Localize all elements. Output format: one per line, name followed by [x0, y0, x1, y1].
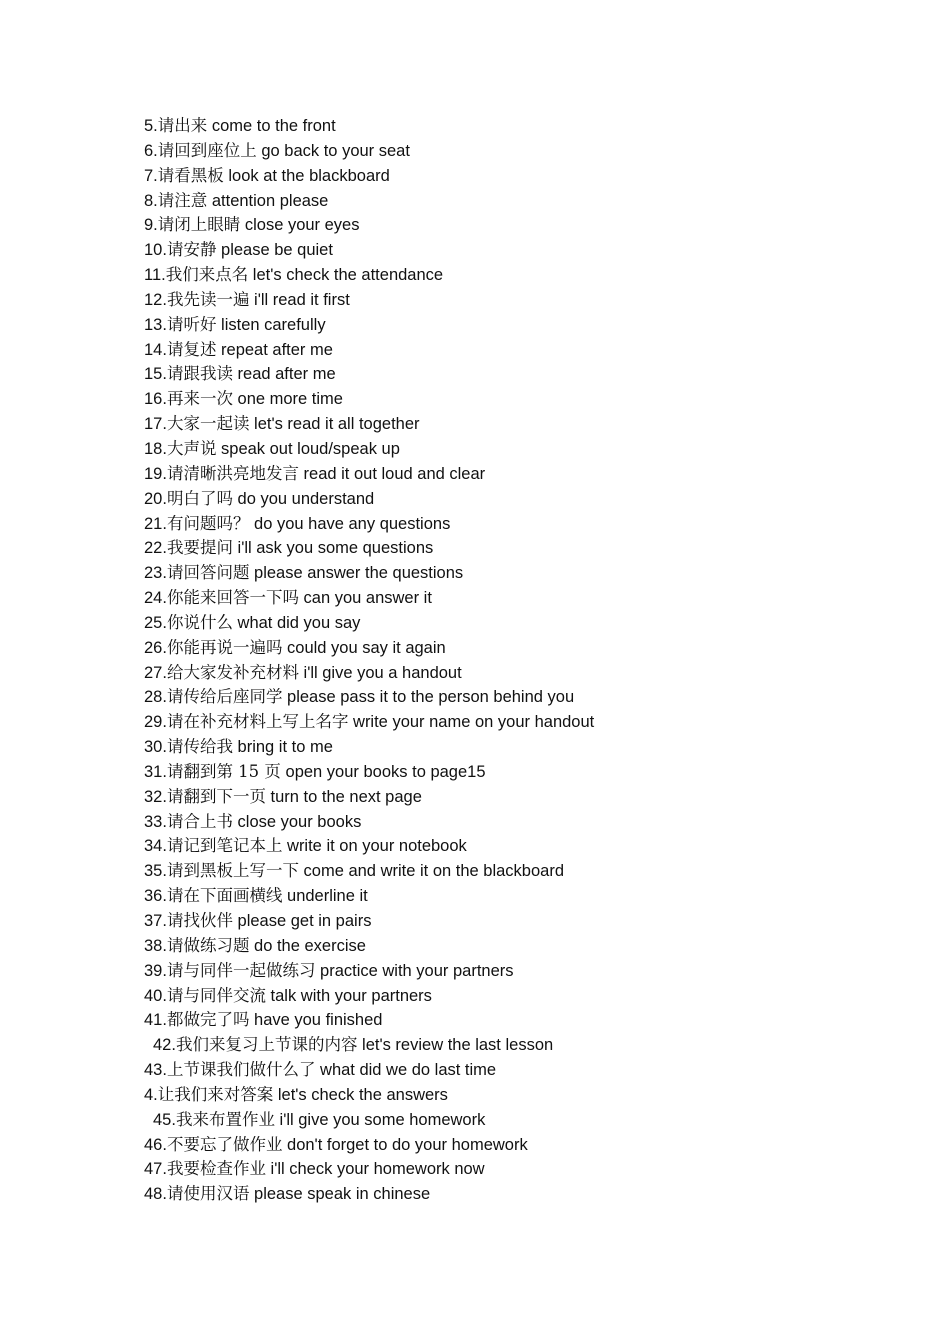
phrase-chinese: 大家一起读: [166, 414, 250, 434]
phrase-chinese: 不要忘了做作业: [166, 1134, 283, 1154]
phrase-line: [144, 810, 904, 835]
phrase-line: [144, 412, 904, 437]
phrase-number: 17.: [144, 415, 167, 434]
phrase-english: let's check the attendance: [248, 266, 444, 285]
phrase-english: talk with your partners: [265, 986, 432, 1005]
phrase-line: [144, 288, 904, 313]
phrase-number: 11.: [144, 266, 166, 285]
phrase-english: i'll read it first: [249, 290, 350, 309]
phrase-chinese: 请出来: [157, 116, 208, 135]
phrase-line: [144, 934, 904, 959]
phrase-line: [144, 164, 904, 189]
phrase-chinese: 请回到座位上: [157, 140, 257, 160]
phrase-english: please answer the questions: [249, 564, 464, 583]
phrase-line: [144, 487, 904, 512]
phrase-chinese: 请复述: [166, 339, 217, 359]
phrase-chinese: 请闭上眼睛: [157, 215, 241, 235]
phrase-number: 12.: [144, 290, 167, 309]
phrase-chinese: 请在补充材料上写上名字: [166, 712, 349, 732]
phrase-line: [144, 536, 904, 561]
phrase-line: [144, 586, 904, 611]
phrase-chinese: 请到黑板上写一下: [166, 861, 299, 881]
phrase-number: 10.: [144, 241, 167, 260]
phrase-english: repeat after me: [216, 340, 333, 359]
phrase-chinese: 请翻到第 15 页: [166, 761, 281, 781]
phrase-chinese: 我来布置作业: [175, 1109, 275, 1129]
phrase-english: let's check the answers: [273, 1085, 448, 1104]
phrase-english: have you finished: [249, 1011, 383, 1030]
phrase-line: [144, 189, 904, 214]
phrase-english: i'll ask you some questions: [232, 539, 434, 558]
phrase-line: [144, 611, 904, 636]
phrase-chinese: 请清晰洪亮地发言: [166, 463, 299, 483]
phrase-number: 4.: [144, 1085, 158, 1104]
phrase-chinese: 你能来回答一下吗: [166, 588, 299, 608]
phrase-chinese: 再来一次: [166, 389, 233, 409]
phrase-english: close your eyes: [240, 216, 360, 235]
phrase-number: 24.: [144, 589, 167, 608]
phrase-number: 26.: [144, 638, 167, 657]
phrase-number: 39.: [144, 961, 167, 980]
phrase-line: [144, 834, 904, 859]
phrase-line: [144, 735, 904, 760]
phrase-english: what did we do last time: [315, 1061, 497, 1080]
phrase-number: 21.: [144, 514, 167, 533]
phrase-number: 45.: [153, 1110, 176, 1129]
phrase-english: come and write it on the blackboard: [298, 862, 565, 881]
phrase-english: please be quiet: [216, 241, 333, 260]
phrase-chinese: 请记到笔记本上: [166, 836, 283, 856]
phrase-english: attention please: [207, 191, 329, 210]
phrase-chinese: 请做练习题: [166, 935, 250, 955]
phrase-english: one more time: [232, 390, 343, 409]
phrase-number: 15.: [144, 365, 167, 384]
phrase-chinese: 给大家发补充材料: [166, 662, 299, 682]
phrase-number: 32.: [144, 787, 167, 806]
phrase-english: what did you say: [232, 613, 361, 632]
phrase-line: [144, 760, 904, 785]
phrase-chinese: 我们来复习上节课的内容: [175, 1035, 358, 1055]
phrase-number: 19.: [144, 464, 167, 483]
phrase-number: 18.: [144, 439, 167, 458]
phrase-line: [144, 710, 904, 735]
phrase-number: 48.: [144, 1185, 167, 1204]
phrase-chinese: 明白了吗: [166, 488, 233, 508]
phrase-line: [144, 462, 904, 487]
phrase-chinese: 有问题吗？: [166, 513, 250, 533]
phrase-english: turn to the next page: [265, 787, 422, 806]
phrase-english: write it on your notebook: [282, 837, 467, 856]
phrase-number: 41.: [144, 1011, 167, 1030]
phrase-line: [144, 909, 904, 934]
phrase-chinese: 我要检查作业: [166, 1159, 266, 1179]
phrase-line: [144, 1083, 904, 1108]
phrase-line: [144, 238, 904, 263]
phrase-number: 40.: [144, 986, 167, 1005]
phrase-line: [144, 1008, 904, 1033]
phrase-line: [144, 139, 904, 164]
phrase-line: [144, 263, 904, 288]
phrase-line: [144, 884, 904, 909]
phrase-line: [144, 1033, 904, 1058]
phrase-chinese: 请与同伴一起做练习: [166, 960, 316, 980]
phrase-number: 14.: [144, 340, 167, 359]
phrase-english: let's read it all together: [249, 415, 420, 434]
phrase-line: [144, 512, 904, 537]
phrase-number: 23.: [144, 564, 167, 583]
phrase-english: i'll give you a handout: [298, 663, 462, 682]
phrase-english: i'll check your homework now: [265, 1160, 485, 1179]
phrase-chinese: 大声说: [166, 438, 217, 458]
phrase-line: [144, 1133, 904, 1158]
phrase-chinese: 请听好: [166, 314, 217, 334]
phrase-line: [144, 561, 904, 586]
phrase-chinese: 请与同伴交流: [166, 985, 266, 1005]
phrase-english: could you say it again: [282, 638, 446, 657]
phrase-number: 31.: [144, 762, 167, 781]
phrase-english: do you understand: [232, 489, 375, 508]
phrase-chinese: 请传给我: [166, 737, 233, 757]
phrase-chinese: 请传给后座同学: [166, 687, 283, 707]
phrase-chinese: 我要提问: [166, 538, 233, 558]
phrase-number: 29.: [144, 713, 167, 732]
phrase-english: do the exercise: [249, 936, 366, 955]
phrase-chinese: 让我们来对答案: [157, 1084, 274, 1104]
phrase-english: come to the front: [207, 117, 336, 135]
phrase-chinese: 请找伙伴: [166, 911, 233, 930]
phrase-number: 28.: [144, 688, 167, 707]
phrase-english: please speak in chinese: [249, 1185, 431, 1204]
phrase-chinese: 我们来点名: [165, 265, 249, 285]
phrase-line: [144, 636, 904, 661]
phrase-english: read it out loud and clear: [298, 464, 486, 483]
phrase-english: please get in pairs: [232, 912, 372, 930]
phrase-chinese: 都做完了吗: [166, 1010, 250, 1030]
phrase-number: 38.: [144, 936, 167, 955]
phrase-english: listen carefully: [216, 315, 326, 334]
phrase-number: 43.: [144, 1061, 167, 1080]
phrase-number: 13.: [144, 315, 167, 334]
phrase-english: look at the blackboard: [223, 166, 390, 185]
phrase-line: [144, 685, 904, 710]
phrase-number: 37.: [144, 912, 167, 930]
phrase-line: [144, 114, 904, 139]
phrase-line: [144, 362, 904, 387]
phrase-list: [144, 114, 904, 1207]
phrase-english: speak out loud/speak up: [216, 439, 400, 458]
phrase-line: [144, 661, 904, 686]
phrase-chinese: 请跟我读: [166, 364, 233, 384]
phrase-chinese: 请回答问题: [166, 563, 250, 583]
phrase-number: 8.: [144, 191, 158, 210]
phrase-chinese: 请安静: [166, 240, 217, 260]
phrase-line: [144, 1058, 904, 1083]
phrase-number: 25.: [144, 613, 167, 632]
phrase-number: 22.: [144, 539, 167, 558]
phrase-line: [144, 387, 904, 412]
phrase-english: bring it to me: [232, 738, 333, 757]
phrase-number: 9.: [144, 216, 158, 235]
phrase-chinese: 你说什么: [166, 612, 233, 632]
phrase-english: go back to your seat: [256, 141, 410, 160]
phrase-number: 47.: [144, 1160, 167, 1179]
phrase-number: 5.: [144, 117, 158, 135]
phrase-number: 35.: [144, 862, 167, 881]
phrase-line: [144, 984, 904, 1009]
phrase-number: 34.: [144, 837, 167, 856]
phrase-english: open your books to page15: [280, 762, 486, 781]
phrase-english: don't forget to do your homework: [282, 1135, 528, 1154]
phrase-number: 6.: [144, 141, 158, 160]
phrase-english: underline it: [282, 887, 368, 906]
phrase-chinese: 请注意: [157, 190, 208, 210]
phrase-english: please pass it to the person behind you: [282, 688, 575, 707]
phrase-chinese: 请看黑板: [157, 165, 224, 185]
phrase-line: [144, 859, 904, 884]
phrase-line: [144, 1108, 904, 1133]
phrase-english: write your name on your handout: [348, 713, 595, 732]
phrase-line: [144, 313, 904, 338]
phrase-number: 27.: [144, 663, 167, 682]
phrase-number: 36.: [144, 887, 167, 906]
phrase-number: 30.: [144, 738, 167, 757]
phrase-chinese: 请翻到下一页: [166, 786, 266, 806]
phrase-line: [144, 1182, 904, 1207]
phrase-chinese: 我先读一遍: [166, 289, 250, 309]
phrase-number: 20.: [144, 489, 167, 508]
phrase-english: i'll give you some homework: [274, 1110, 486, 1129]
phrase-chinese: 请使用汉语: [166, 1184, 250, 1204]
phrase-chinese: 请在下面画横线: [166, 886, 283, 906]
phrase-line: [144, 338, 904, 363]
phrase-number: 16.: [144, 390, 167, 409]
phrase-number: 33.: [144, 812, 167, 831]
phrase-english: let's review the last lesson: [357, 1036, 554, 1055]
phrase-chinese: 上节课我们做什么了: [166, 1060, 316, 1080]
phrase-number: 7.: [144, 166, 158, 185]
phrase-line: [144, 213, 904, 238]
phrase-number: 46.: [144, 1135, 167, 1154]
phrase-english: close your books: [232, 812, 362, 831]
phrase-line: [144, 785, 904, 810]
phrase-english: do you have any questions: [249, 514, 451, 533]
phrase-line: [144, 437, 904, 462]
phrase-english: can you answer it: [298, 589, 432, 608]
phrase-line: [144, 959, 904, 984]
phrase-chinese: 你能再说一遍吗: [166, 637, 283, 657]
phrase-number: 42.: [153, 1036, 176, 1055]
phrase-chinese: 请合上书: [166, 811, 233, 831]
phrase-english: read after me: [232, 365, 336, 384]
phrase-line: [144, 1157, 904, 1182]
phrase-english: practice with your partners: [315, 961, 514, 980]
